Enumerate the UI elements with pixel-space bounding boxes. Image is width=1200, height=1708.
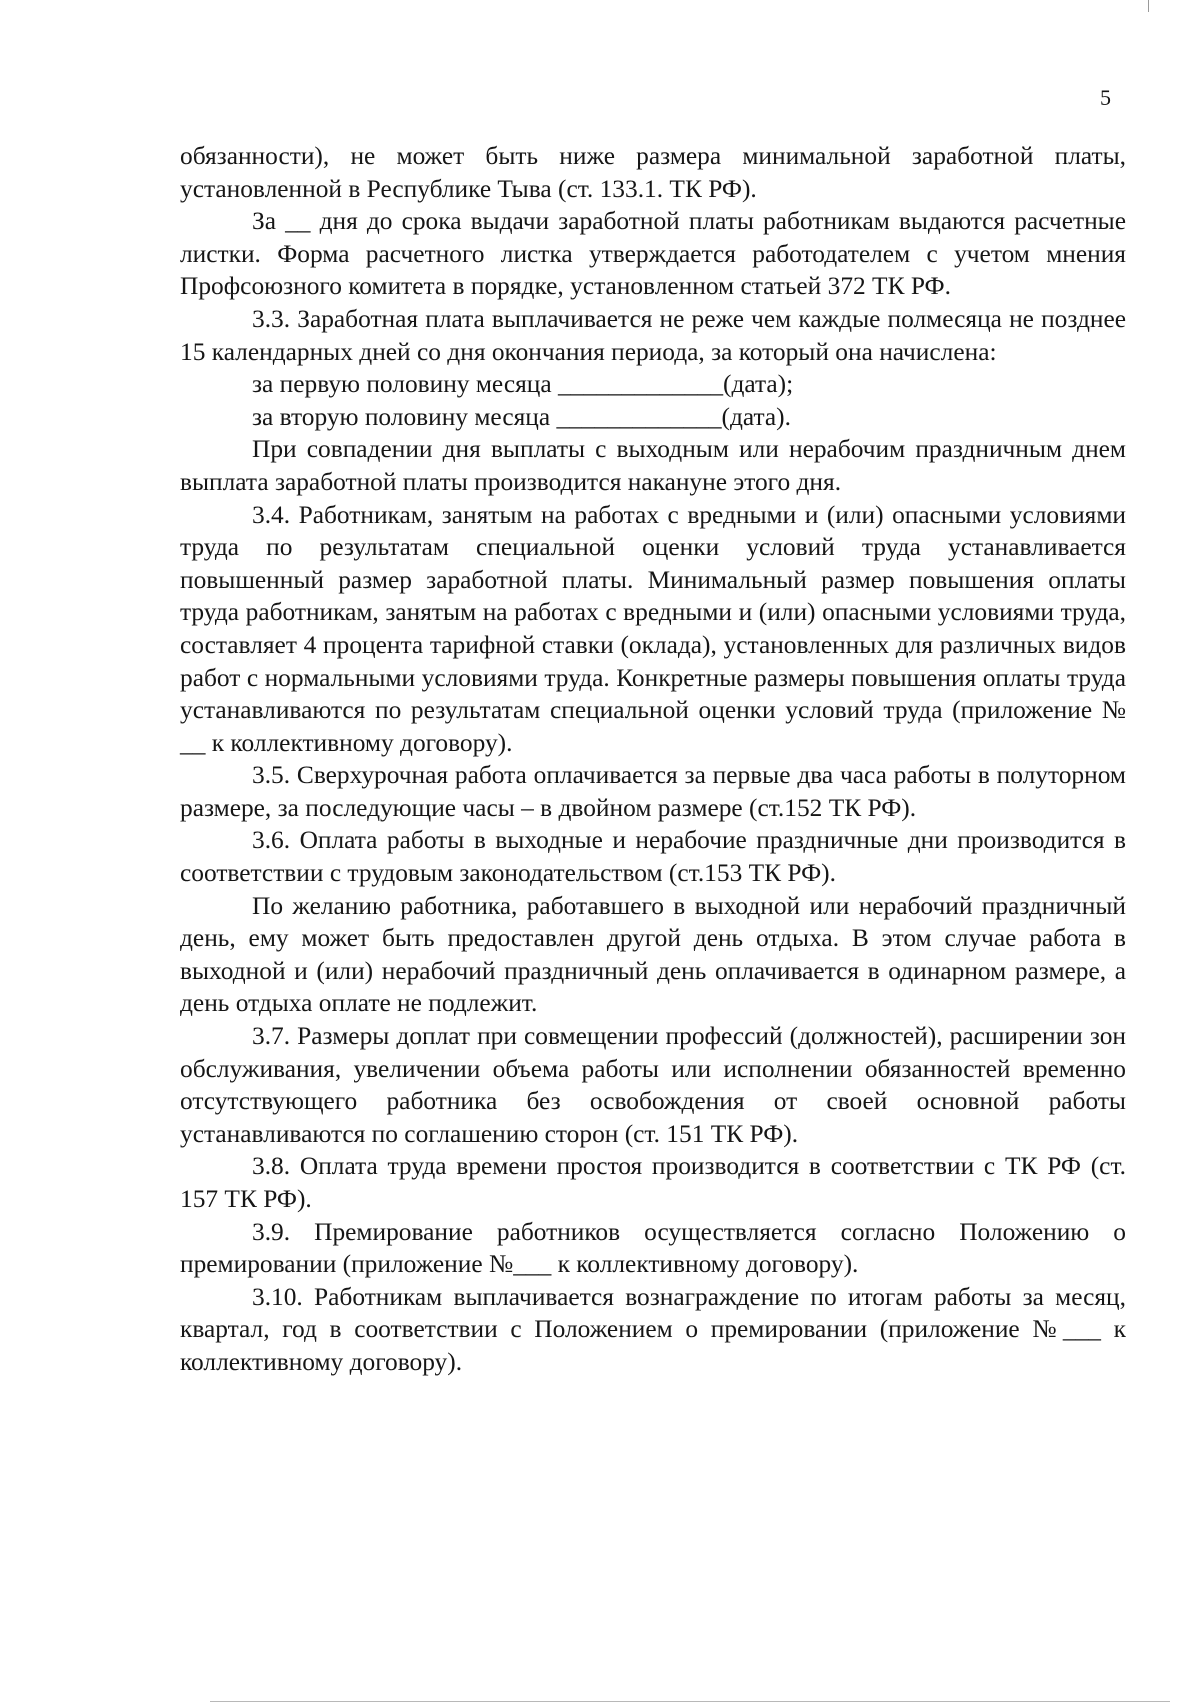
scan-bottom-rule [210, 1701, 1170, 1702]
paragraph-3-3-payment-frequency: 3.3. Заработная плата выплачивается не реже чем каждые полмесяца не позднее 15 календарных дней со дня окончания периода, за который она начислена: [180, 304, 1126, 366]
scan-edge-mark [1148, 0, 1149, 12]
paragraph-3-10-remuneration: 3.10. Работникам выплачивается вознаграждение по итогам работы за месяц, квартал, год в соответствии с Положением о премировании (приложение №___ к коллективному договору). [180, 1282, 1126, 1376]
paragraph-3-8-downtime-pay: 3.8. Оплата труда времени простоя производится в соответствии с ТК РФ (ст. 157 ТК РФ). [180, 1152, 1126, 1213]
paragraph-3-6-weekend-work: 3.6. Оплата работы в выходные и нерабочие праздничные дни производится в соответствии с трудовым законодательством (ст.153 ТК РФ). [180, 826, 1126, 888]
paragraph-pay-slips: За __ дня до срока выдачи заработной платы работникам выдаются расчетные листки. Форма расчетного листка утверждается работодателем с учетом мнения Профсоюзного комитета в порядке, установленном статьей 372 ТК РФ. [180, 207, 1126, 301]
paragraph-3-5-overtime: 3.5. Сверхурочная работа оплачивается за первые два часа работы в полуторном размере, за последующие часы – в двойном размере (ст.152 ТК РФ). [180, 761, 1126, 822]
paragraph-day-off-option: По желанию работника, работавшего в выходной или нерабочий праздничный день, ему может быть предоставлен другой день отдыха. В этом случае работа в выходной и (или) нерабочий праздничный день оплачивается в одинарном размере, а день отдыха оплате не подлежит. [180, 891, 1126, 1018]
line-second-half-month-date: за вторую половину месяца _____________(дата). [252, 402, 791, 431]
paragraph-salary-minimum-continuation: обязанности), не может быть ниже размера минимальной заработной платы, установленной в Республике Тыва (ст. 133.1. ТК РФ). [180, 142, 1126, 203]
document-body [180, 140, 1126, 1379]
page-number: 5 [1100, 85, 1111, 110]
paragraph-3-9-bonuses: 3.9. Премирование работников осуществляется согласно Положению о премировании (приложение №___ к коллективному договору). [180, 1217, 1126, 1279]
paragraph-3-7-combined-duties: 3.7. Размеры доплат при совмещении профессий (должностей), расширении зон обслуживания, увеличении объема работы или исполнении обязанностей временно отсутствующего работника без освобождения от своей основной работы устанавливаются по соглашению сторон (ст. 151 ТК РФ). [180, 1022, 1126, 1148]
paragraph-3-4-hazardous-conditions: 3.4. Работникам, занятым на работах с вредными и (или) опасными условиями труда по результатам специальной оценки условий труда устанавливается повышенный размер заработной платы. Минимальный размер повышения оплаты труда работникам, занятым на работах с вредными и (или) опасными условиями труда, составляет 4 процента тарифной ставки (оклада), установленных для различных видов работ с нормальными условиями труда. Конкретные размеры повышения оплаты труда устанавливаются по результатам специальной оценки условий труда (приложение № __ к коллективному договору). [180, 500, 1126, 757]
paragraph-holiday-payment-rule: При совпадении дня выплаты с выходным или нерабочим праздничным днем выплата заработной платы производится накануне этого дня. [180, 435, 1126, 496]
line-first-half-month-date: за первую половину месяца _____________(дата); [252, 370, 794, 399]
